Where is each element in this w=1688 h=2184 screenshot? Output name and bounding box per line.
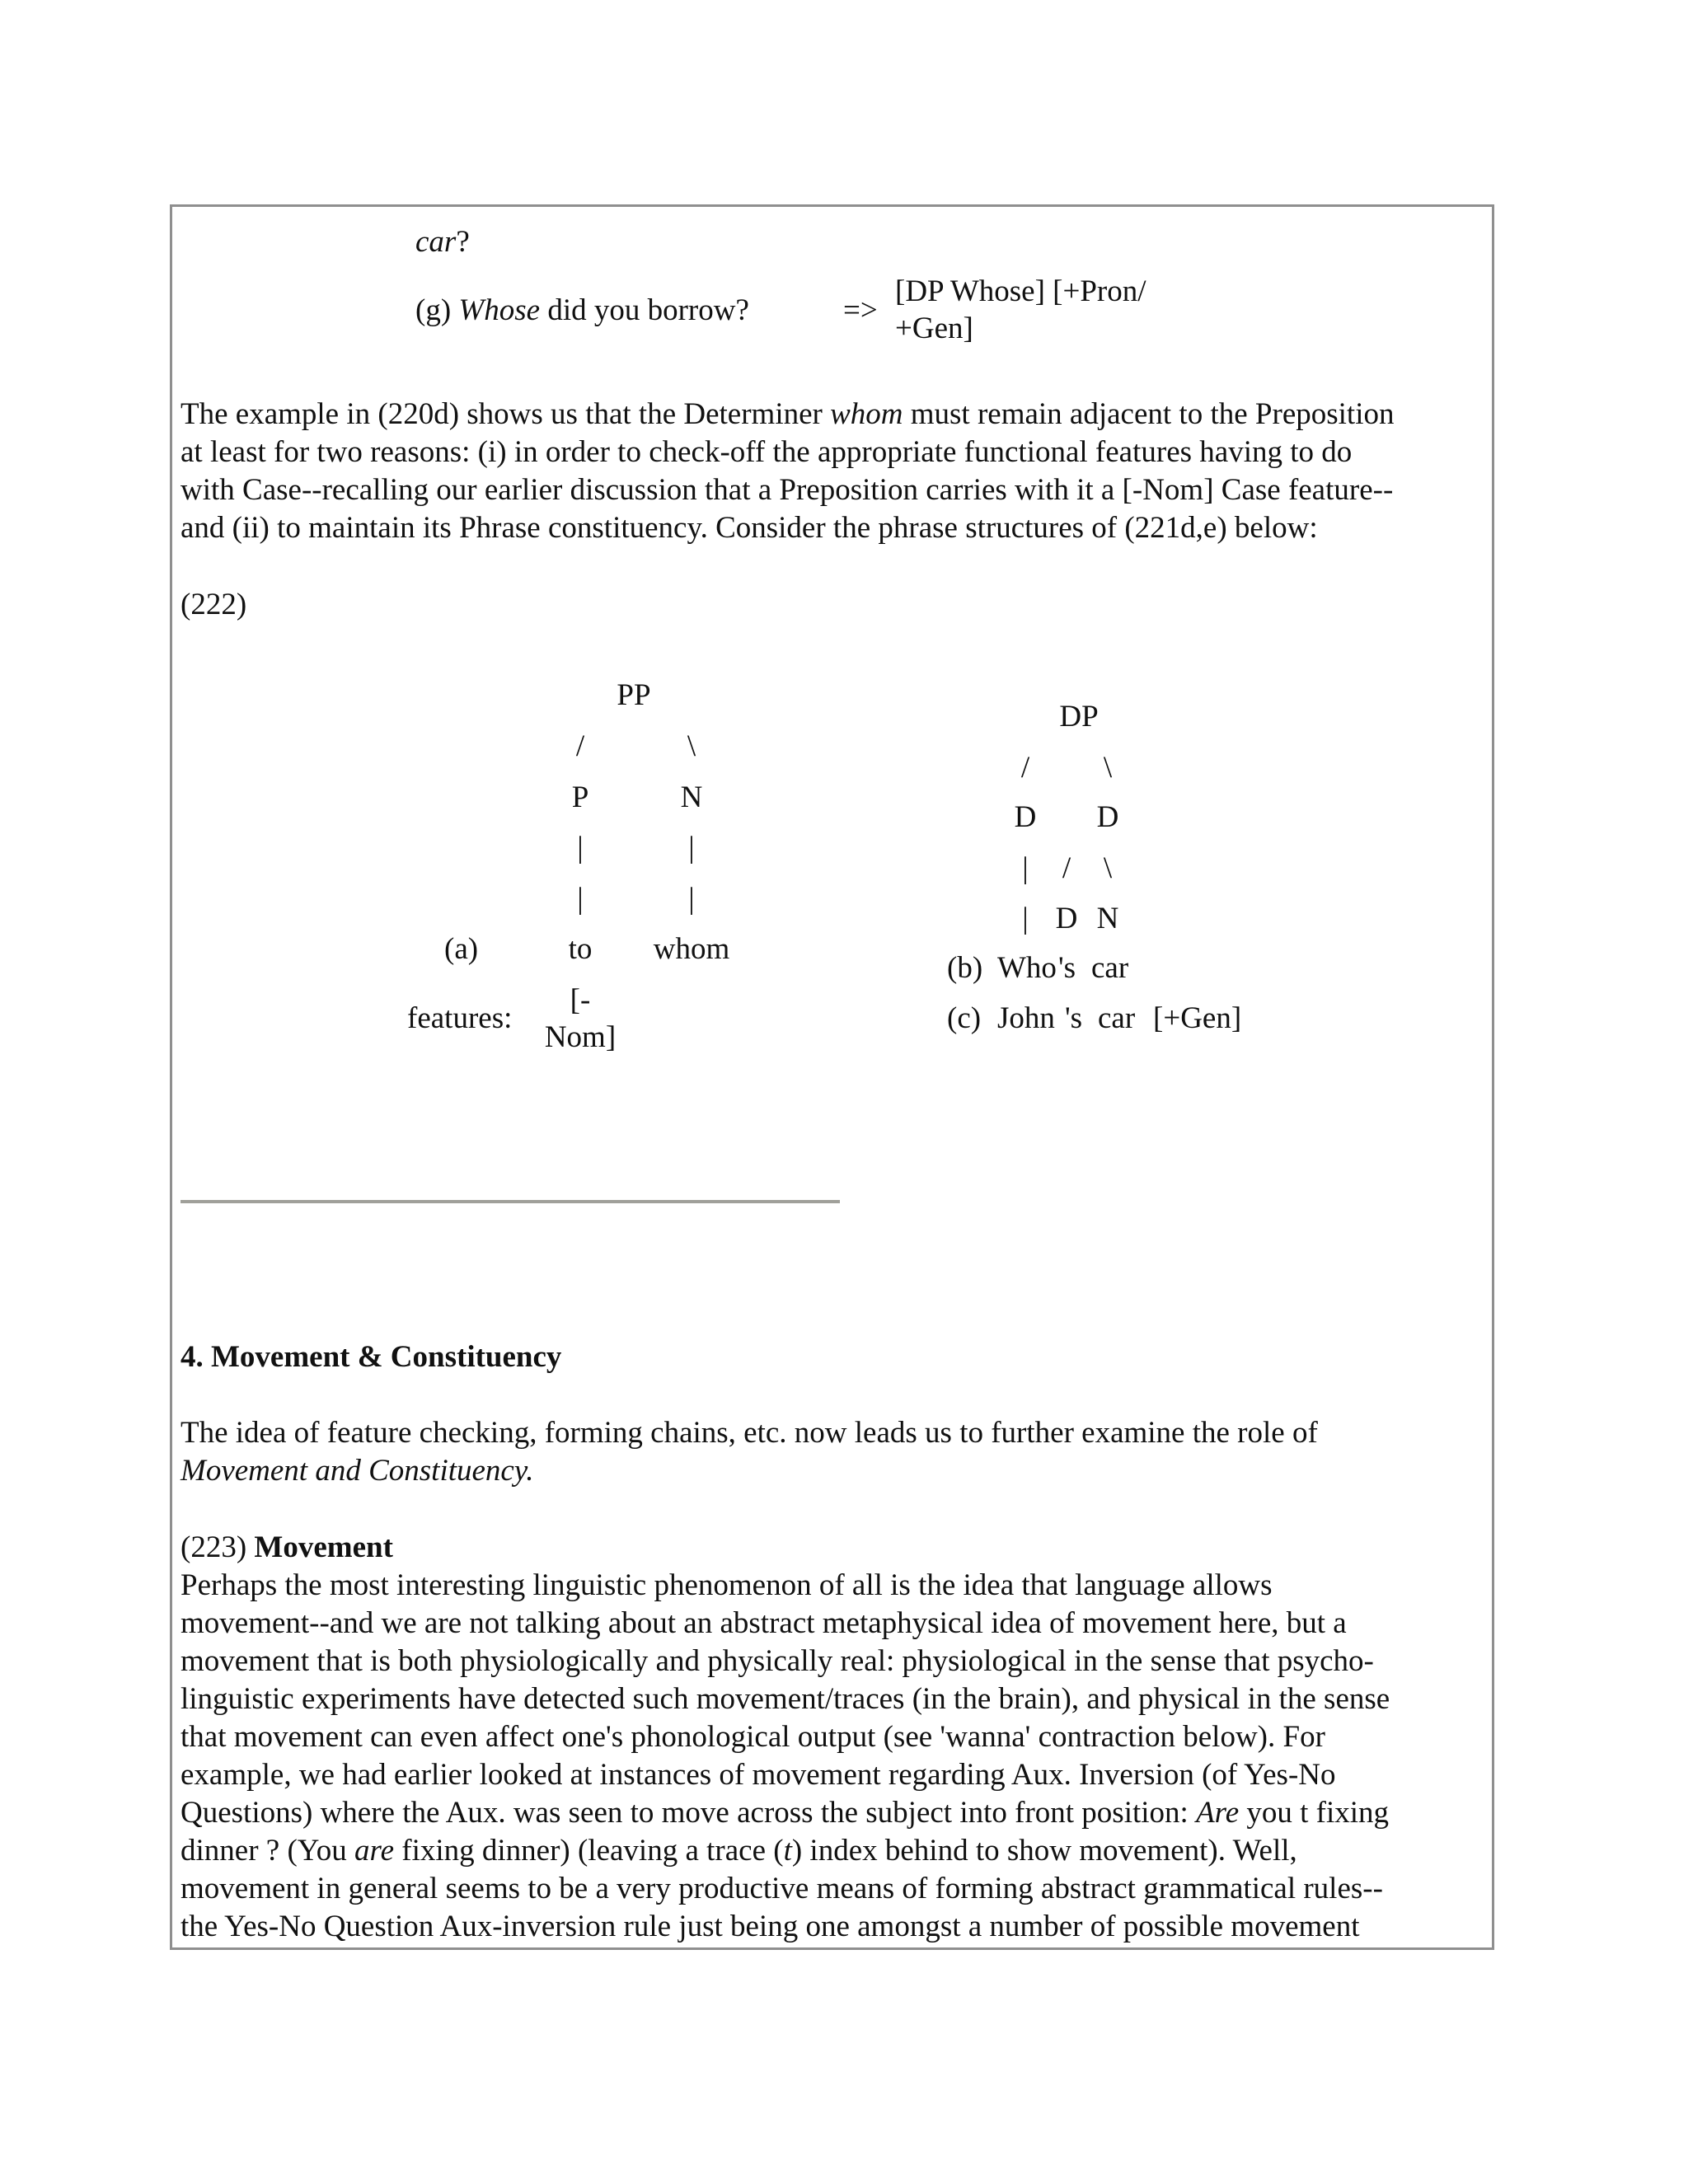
tree-b-slash: / bbox=[1020, 751, 1030, 785]
body-line: example, we had earlier looked at instances of movement regarding Aux. Inversion (of Yes-No bbox=[181, 1758, 1336, 1792]
tree-a-slash: / bbox=[575, 729, 585, 763]
arrow: => bbox=[843, 293, 878, 327]
tree-b-backslash: \ bbox=[1103, 751, 1113, 785]
tree-b-sub-backslash: \ bbox=[1103, 851, 1113, 885]
body-line: Perhaps the most interesting linguistic phenomenon of all is the idea that language allows bbox=[181, 1568, 1273, 1602]
feature-line1: [- bbox=[570, 983, 591, 1017]
body-line: dinner ? (You are fixing dinner) (leaving a trace (t) index behind to show movement). Well, bbox=[181, 1834, 1297, 1868]
section-intro bbox=[181, 1414, 1491, 1490]
tree-a-label: (a) bbox=[444, 932, 479, 966]
paragraph-1 bbox=[181, 396, 1491, 547]
tree-a-node-p: P bbox=[571, 780, 589, 814]
tree-b-bar: | bbox=[1022, 902, 1029, 935]
tree-b-bar: | bbox=[1022, 851, 1029, 885]
p1-line3: with Case--recalling our earlier discussion that a Preposition carries with it a [-Nom] Case feature-- bbox=[181, 473, 1394, 507]
body-line: Questions) where the Aux. was seen to move across the subject into front position: Are you t fixing bbox=[181, 1796, 1390, 1830]
row-c-word1: John bbox=[997, 1001, 1055, 1035]
row-b-word1: Who bbox=[997, 951, 1057, 985]
example-g-result-line2: +Gen] bbox=[895, 312, 973, 345]
tree-b-sub-slash: / bbox=[1062, 851, 1071, 885]
p1-line4: and (ii) to maintain its Phrase constituency. Consider the phrase structures of (221d,e) below: bbox=[181, 511, 1318, 545]
tree-b-sub-n: N bbox=[1096, 902, 1119, 935]
horizontal-rule bbox=[181, 1200, 840, 1203]
body-line: movement in general seems to be a very productive means of forming abstract grammatical rules-- bbox=[181, 1872, 1383, 1905]
body-line: the Yes-No Question Aux-inversion rule just being one amongst a number of possible movement bbox=[181, 1910, 1360, 1943]
tree-b-node-d-left: D bbox=[1014, 800, 1037, 834]
example-g-result-line1: [DP Whose] [+Pron/ bbox=[895, 274, 1146, 308]
row-c-word2: 's bbox=[1065, 1001, 1083, 1035]
row-b-word2: 's bbox=[1058, 951, 1076, 985]
row-b-word3: car bbox=[1091, 951, 1129, 985]
row-c-label: (c) bbox=[947, 1001, 982, 1035]
example-223 bbox=[181, 1529, 1491, 1946]
features-label: features: bbox=[407, 1001, 513, 1035]
tree-b-node-d-right: D bbox=[1096, 800, 1119, 834]
tree-b-sub-d: D bbox=[1055, 902, 1078, 935]
tree-a-bar: | bbox=[688, 882, 695, 916]
p1-line1: The example in (220d) shows us that the Determiner whom must remain adjacent to the Preposition bbox=[181, 397, 1395, 431]
tree-a-bar: | bbox=[577, 882, 584, 916]
content-frame bbox=[170, 204, 1494, 1950]
intro-line1: The idea of feature checking, forming chains, etc. now leads us to further examine the role of bbox=[181, 1416, 1318, 1450]
tree-a-bar: | bbox=[577, 831, 584, 865]
body-line: linguistic experiments have detected such movement/traces (in the brain), and physical in the sense bbox=[181, 1682, 1390, 1716]
row-c-word4: [+Gen] bbox=[1153, 1001, 1242, 1035]
example-f-tail: car? bbox=[415, 225, 470, 259]
tree-a-backslash: \ bbox=[687, 729, 696, 763]
body-line: movement that is both physiologically and physically real: physiological in the sense that psycho- bbox=[181, 1644, 1374, 1678]
example-223-title: (223) Movement bbox=[181, 1530, 393, 1564]
tree-a-root: PP bbox=[617, 678, 651, 712]
section-heading: 4. Movement & Constituency bbox=[181, 1340, 562, 1374]
example-g-label: (g) Whose did you borrow? bbox=[415, 293, 749, 327]
body-line: that movement can even affect one's phonological output (see 'wanna' contraction below). For bbox=[181, 1720, 1325, 1754]
feature-line2: Nom] bbox=[544, 1020, 617, 1054]
row-b-label: (b) bbox=[947, 951, 983, 985]
car-word: car bbox=[415, 225, 457, 259]
whose-word: Whose bbox=[458, 293, 541, 327]
tree-a-word-whom: whom bbox=[653, 932, 730, 966]
p1-line2: at least for two reasons: (i) in order to check-off the appropriate functional features having to do bbox=[181, 435, 1353, 469]
row-c-word3: car bbox=[1098, 1001, 1136, 1035]
tree-a-word-to: to bbox=[568, 932, 593, 966]
tree-a-bar: | bbox=[688, 831, 695, 865]
body-line: movement--and we are not talking about an abstract metaphysical idea of movement here, but a bbox=[181, 1606, 1347, 1640]
tree-b-root: DP bbox=[1059, 700, 1099, 733]
example-222-label: (222) bbox=[181, 588, 247, 621]
tree-a-node-n: N bbox=[680, 780, 703, 814]
intro-line2: Movement and Constituency. bbox=[181, 1454, 534, 1488]
